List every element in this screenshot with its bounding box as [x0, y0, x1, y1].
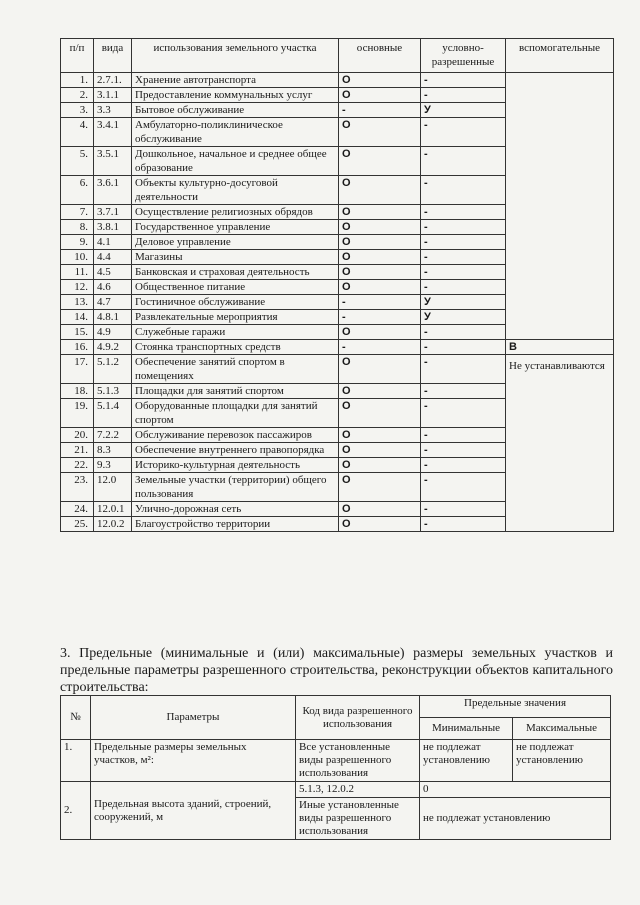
aux-empty-cell — [506, 73, 614, 340]
params-header-limits: Предельные значения — [420, 696, 611, 718]
params-header-min: Минимальные — [420, 718, 513, 740]
row-conditional-mark: - — [421, 205, 506, 220]
row-name: Служебные гаражи — [132, 325, 339, 340]
row-num: 5. — [61, 147, 94, 176]
row-main-mark: О — [339, 88, 421, 103]
params-row-2a-code: 5.1.3, 12.0.2 — [296, 782, 420, 798]
row-name: Предоставление коммунальных услуг — [132, 88, 339, 103]
land-use-row — [61, 73, 614, 88]
row-code: 5.1.4 — [94, 399, 132, 428]
row-num: 15. — [61, 325, 94, 340]
row-conditional-mark: У — [421, 295, 506, 310]
row-main-mark: О — [339, 502, 421, 517]
row-main-mark: О — [339, 250, 421, 265]
row-code: 3.1.1 — [94, 88, 132, 103]
params-row-1 — [61, 740, 611, 782]
params-row-1-min: не подлежат установлению — [420, 740, 513, 782]
row-name: Обеспечение внутреннего правопорядка — [132, 443, 339, 458]
row-num: 13. — [61, 295, 94, 310]
params-row-2-num: 2. — [61, 782, 91, 840]
params-row-2a — [61, 782, 611, 798]
row-num: 19. — [61, 399, 94, 428]
row-name: Историко-культурная деятельность — [132, 458, 339, 473]
row-conditional-mark: - — [421, 265, 506, 280]
row-name: Дошкольное, начальное и среднее общее образование — [132, 147, 339, 176]
row-main-mark: О — [339, 473, 421, 502]
row-main-mark: - — [339, 103, 421, 118]
row-main-mark: О — [339, 325, 421, 340]
row-num: 24. — [61, 502, 94, 517]
row-name: Хранение автотранспорта — [132, 73, 339, 88]
row-conditional-mark: - — [421, 235, 506, 250]
row-num: 2. — [61, 88, 94, 103]
row-num: 23. — [61, 473, 94, 502]
row-main-mark: О — [339, 220, 421, 235]
land-use-table — [60, 38, 614, 532]
params-row-1-num: 1. — [61, 740, 91, 782]
row-num: 3. — [61, 103, 94, 118]
params-row-2-param: Предельная высота зданий, строений, сооружений, м — [91, 782, 296, 840]
row-num: 21. — [61, 443, 94, 458]
row-name: Деловое управление — [132, 235, 339, 250]
row-num: 6. — [61, 176, 94, 205]
row-name: Общественное питание — [132, 280, 339, 295]
aux-not-set-note: Не устанавливаются — [506, 355, 614, 532]
row-conditional-mark: - — [421, 428, 506, 443]
row-main-mark: О — [339, 384, 421, 399]
params-header-row-1 — [61, 696, 611, 718]
row-code: 3.5.1 — [94, 147, 132, 176]
row-conditional-mark: - — [421, 176, 506, 205]
row-conditional-mark: - — [421, 325, 506, 340]
row-num: 16. — [61, 340, 94, 355]
row-num: 25. — [61, 517, 94, 532]
header-auxiliary: вспомогательные — [506, 39, 614, 73]
row-main-mark: О — [339, 205, 421, 220]
row-main-mark: О — [339, 147, 421, 176]
header-name: использования земельного участка — [132, 39, 339, 73]
row-num: 11. — [61, 265, 94, 280]
row-main-mark: О — [339, 280, 421, 295]
params-row-1-param: Предельные размеры земельных участков, м²: — [91, 740, 296, 782]
row-code: 2.7.1. — [94, 73, 132, 88]
row-conditional-mark: - — [421, 220, 506, 235]
row-num: 1. — [61, 73, 94, 88]
params-header-code: Код вида разрешенного использования — [296, 696, 420, 740]
row-main-mark: О — [339, 443, 421, 458]
row-name: Развлекательные мероприятия — [132, 310, 339, 325]
row-conditional-mark: - — [421, 399, 506, 428]
row-name: Земельные участки (территории) общего пользования — [132, 473, 339, 502]
row-main-mark: О — [339, 517, 421, 532]
row-name: Стоянка транспортных средств — [132, 340, 339, 355]
row-code: 3.8.1 — [94, 220, 132, 235]
row-conditional-mark: - — [421, 458, 506, 473]
row-conditional-mark: - — [421, 250, 506, 265]
row-conditional-mark: - — [421, 147, 506, 176]
params-row-1-code: Все установленные виды разрешенного использования — [296, 740, 420, 782]
row-main-mark: - — [339, 310, 421, 325]
row-code: 4.6 — [94, 280, 132, 295]
row-code: 7.2.2 — [94, 428, 132, 443]
row-code: 3.7.1 — [94, 205, 132, 220]
row-main-mark: О — [339, 428, 421, 443]
row-code: 3.3 — [94, 103, 132, 118]
land-use-row — [61, 355, 614, 384]
row-code: 12.0.1 — [94, 502, 132, 517]
row-name: Оборудованные площадки для занятий спортом — [132, 399, 339, 428]
row-code: 8.3 — [94, 443, 132, 458]
row-code: 4.8.1 — [94, 310, 132, 325]
row-num: 20. — [61, 428, 94, 443]
row-num: 18. — [61, 384, 94, 399]
row-main-mark: О — [339, 235, 421, 250]
row-num: 12. — [61, 280, 94, 295]
row-auxiliary-mark: В — [506, 340, 614, 355]
row-conditional-mark: - — [421, 443, 506, 458]
row-conditional-mark: - — [421, 355, 506, 384]
parameters-table — [60, 695, 611, 840]
row-conditional-mark: - — [421, 88, 506, 103]
row-code: 5.1.3 — [94, 384, 132, 399]
row-name: Осуществление религиозных обрядов — [132, 205, 339, 220]
row-main-mark: О — [339, 458, 421, 473]
row-code: 4.7 — [94, 295, 132, 310]
row-main-mark: О — [339, 265, 421, 280]
row-conditional-mark: - — [421, 502, 506, 517]
row-num: 7. — [61, 205, 94, 220]
row-conditional-mark: - — [421, 340, 506, 355]
row-main-mark: О — [339, 399, 421, 428]
row-conditional-mark: - — [421, 384, 506, 399]
land-use-header-row — [61, 39, 614, 73]
row-conditional-mark: - — [421, 73, 506, 88]
params-row-2a-value: 0 — [420, 782, 611, 798]
row-code: 4.9 — [94, 325, 132, 340]
row-name: Амбулаторно-поликлиническое обслуживание — [132, 118, 339, 147]
row-name: Магазины — [132, 250, 339, 265]
row-num: 14. — [61, 310, 94, 325]
row-name: Благоустройство территории — [132, 517, 339, 532]
params-header-params: Параметры — [91, 696, 296, 740]
row-code: 5.1.2 — [94, 355, 132, 384]
row-conditional-mark: У — [421, 103, 506, 118]
row-name: Площадки для занятий спортом — [132, 384, 339, 399]
row-name: Улично-дорожная сеть — [132, 502, 339, 517]
row-conditional-mark: - — [421, 118, 506, 147]
row-name: Гостиничное обслуживание — [132, 295, 339, 310]
row-main-mark: - — [339, 340, 421, 355]
row-name: Бытовое обслуживание — [132, 103, 339, 118]
params-row-2b-value: не подлежат установлению — [420, 798, 611, 840]
row-code: 9.3 — [94, 458, 132, 473]
row-num: 10. — [61, 250, 94, 265]
row-num: 8. — [61, 220, 94, 235]
params-row-1-max: не подлежат установлению — [513, 740, 611, 782]
params-header-max: Максимальные — [513, 718, 611, 740]
row-num: 17. — [61, 355, 94, 384]
row-main-mark: О — [339, 355, 421, 384]
row-conditional-mark: - — [421, 473, 506, 502]
row-name: Государственное управление — [132, 220, 339, 235]
row-code: 3.6.1 — [94, 176, 132, 205]
header-main: основные — [339, 39, 421, 73]
row-main-mark: - — [339, 295, 421, 310]
row-num: 4. — [61, 118, 94, 147]
row-name: Обслуживание перевозок пассажиров — [132, 428, 339, 443]
row-code: 3.4.1 — [94, 118, 132, 147]
row-main-mark: О — [339, 118, 421, 147]
row-num: 9. — [61, 235, 94, 250]
params-header-num: № — [61, 696, 91, 740]
header-code: вида — [94, 39, 132, 73]
row-conditional-mark: - — [421, 280, 506, 295]
params-row-2b-code: Иные установленные виды разрешенного использования — [296, 798, 420, 840]
row-name: Банковская и страховая деятельность — [132, 265, 339, 280]
row-main-mark: О — [339, 73, 421, 88]
row-code: 12.0 — [94, 473, 132, 502]
row-code: 12.0.2 — [94, 517, 132, 532]
header-conditional: условно-разрешенные — [421, 39, 506, 73]
row-code: 4.9.2 — [94, 340, 132, 355]
row-conditional-mark: У — [421, 310, 506, 325]
section-3-title: 3. Предельные (минимальные и (или) максимальные) размеры земельных участков и предельные параметры разрешенного строительства, реконструкции объектов капитального строительства: — [60, 646, 613, 695]
row-main-mark: О — [339, 176, 421, 205]
row-conditional-mark: - — [421, 517, 506, 532]
row-name: Объекты культурно-досуговой деятельности — [132, 176, 339, 205]
row-name: Обеспечение занятий спортом в помещениях — [132, 355, 339, 384]
header-num: п/п — [61, 39, 94, 73]
land-use-row — [61, 340, 614, 355]
row-code: 4.5 — [94, 265, 132, 280]
row-num: 22. — [61, 458, 94, 473]
row-code: 4.4 — [94, 250, 132, 265]
row-code: 4.1 — [94, 235, 132, 250]
